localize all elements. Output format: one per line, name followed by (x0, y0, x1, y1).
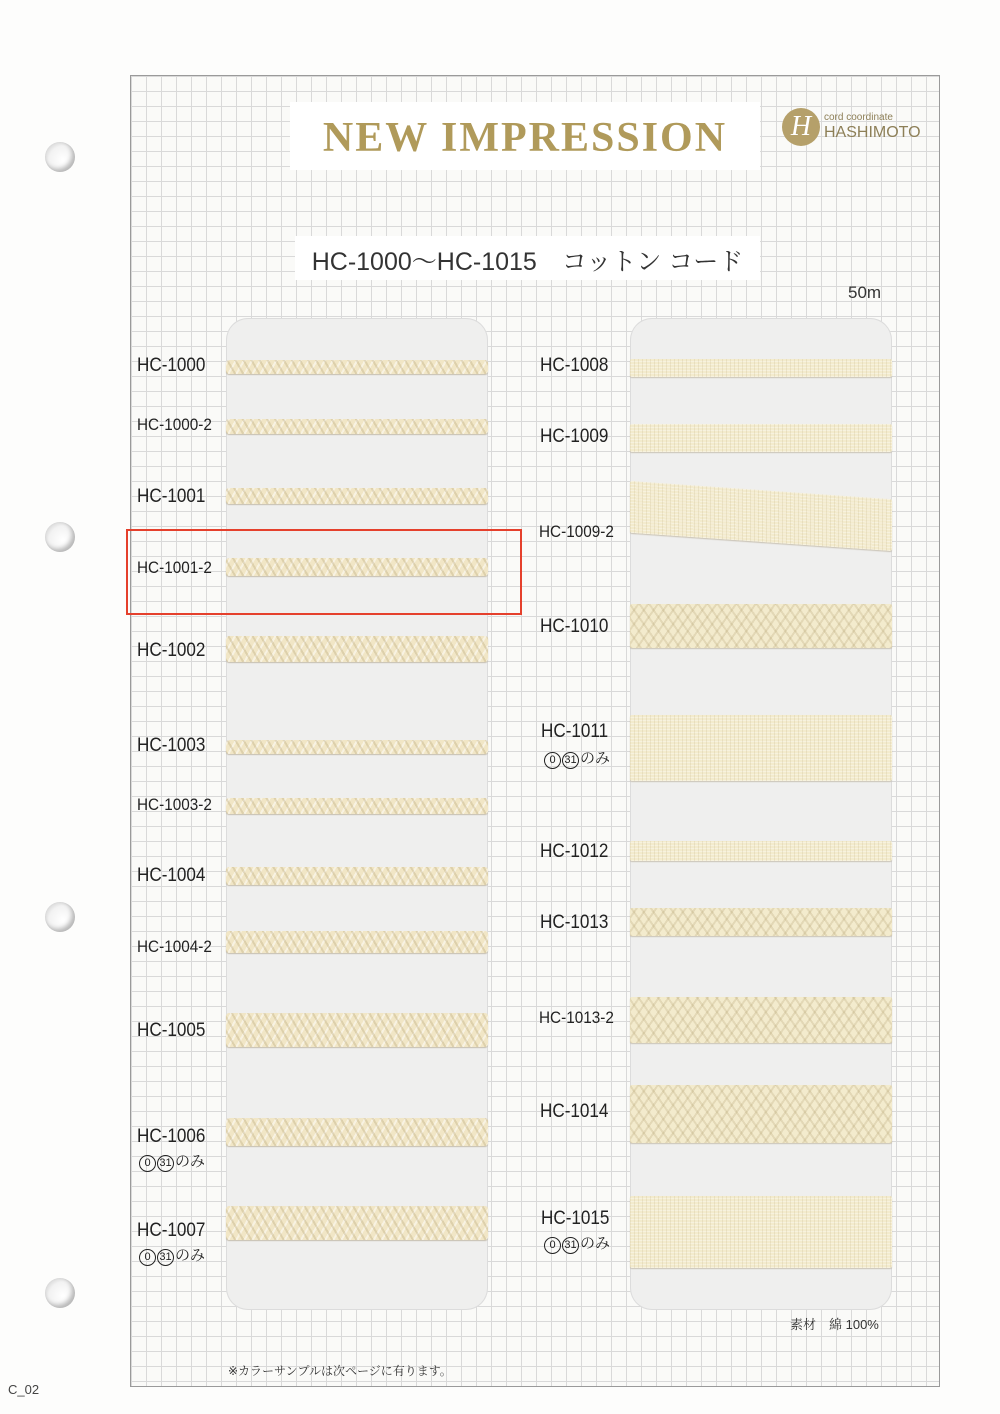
product-code-label: HC-1014 (540, 1101, 609, 1122)
product-code-label: HC-1004-2 (137, 937, 212, 956)
product-code-label: HC-1004 (137, 865, 206, 886)
binder-hole (45, 142, 75, 172)
cord-sample (226, 867, 488, 885)
availability-text: のみ (175, 1247, 206, 1264)
product-code-label: HC-1002 (137, 640, 206, 661)
color-number-badge: 31 (157, 1155, 174, 1172)
length-label: 50m (848, 283, 882, 302)
color-number-badge: 0 (139, 1249, 156, 1266)
availability-text: のみ (175, 1153, 206, 1170)
product-code-label: HC-1009 (540, 426, 609, 447)
availability-note (544, 1232, 610, 1254)
tape-sample (630, 424, 892, 452)
cord-sample (226, 636, 488, 662)
color-number-badge: 31 (157, 1249, 174, 1266)
title-banner (290, 102, 760, 170)
product-code-label: HC-1005 (137, 1020, 206, 1041)
product-code-label: HC-1007 (137, 1220, 206, 1241)
tape-sample (630, 997, 892, 1043)
page-code: C_02 (8, 1382, 40, 1397)
product-code-label: HC-1006 (137, 1126, 206, 1147)
color-number-badge: 0 (139, 1155, 156, 1172)
product-range-title: HC-1000～HC-1015 コットン コード (311, 248, 744, 276)
logo-h-icon: H (782, 108, 820, 146)
product-code-label: HC-1012 (540, 841, 609, 862)
availability-text: のみ (580, 1235, 611, 1252)
tape-sample (630, 1196, 892, 1268)
brand-logo (782, 106, 932, 150)
availability-note (139, 1150, 205, 1172)
material-note: 素材 綿 100% (790, 1317, 879, 1332)
product-code-label: HC-1010 (540, 616, 609, 637)
color-number-badge: 0 (544, 1237, 561, 1254)
availability-text: のみ (580, 750, 611, 767)
product-code-label: HC-1001 (137, 486, 206, 507)
page-title: NEW IMPRESSION (322, 115, 728, 161)
availability-note (544, 747, 610, 769)
subtitle-banner (295, 236, 760, 280)
sample-panel-right (630, 318, 892, 1310)
sample-panel-left (226, 318, 488, 1310)
product-code-label: HC-1003 (137, 735, 206, 756)
tape-sample (630, 841, 892, 861)
cord-sample (226, 798, 488, 814)
cord-sample (226, 1013, 488, 1047)
product-code-label: HC-1000-2 (137, 415, 212, 434)
tape-sample (630, 359, 892, 377)
product-code-label: HC-1013-2 (539, 1008, 614, 1027)
cord-sample (226, 1118, 488, 1146)
product-code-label: HC-1013 (540, 912, 609, 933)
color-number-badge: 31 (562, 752, 579, 769)
color-number-badge: 31 (562, 1237, 579, 1254)
product-code-label: HC-1008 (540, 355, 609, 376)
tape-sample (630, 604, 892, 648)
color-number-badge: 0 (544, 752, 561, 769)
product-code-label: HC-1011 (541, 721, 609, 742)
cord-sample (226, 931, 488, 953)
cord-sample (226, 488, 488, 504)
product-code-label: HC-1015 (541, 1208, 610, 1229)
product-code-label: HC-1000 (137, 355, 206, 376)
binder-hole (45, 522, 75, 552)
availability-note (139, 1244, 205, 1266)
cord-sample (226, 419, 488, 434)
binder-hole (45, 1278, 75, 1308)
product-code-label: HC-1003-2 (137, 795, 212, 814)
tape-sample (630, 1085, 892, 1143)
cord-sample (226, 740, 488, 754)
logo-subtitle: cord coordinate (824, 112, 893, 123)
tape-sample (630, 715, 892, 781)
tape-sample (630, 908, 892, 936)
cord-sample (226, 1206, 488, 1240)
footnote: ※カラーサンプルは次ページに有ります。 (228, 1364, 452, 1378)
selection-highlight[interactable] (126, 529, 522, 615)
binder-hole (45, 902, 75, 932)
logo-name: HASHIMOTO (824, 124, 921, 141)
product-code-label: HC-1009-2 (539, 522, 614, 541)
product-code-label: HC-1001-2 (137, 558, 212, 577)
cord-sample (226, 360, 488, 374)
